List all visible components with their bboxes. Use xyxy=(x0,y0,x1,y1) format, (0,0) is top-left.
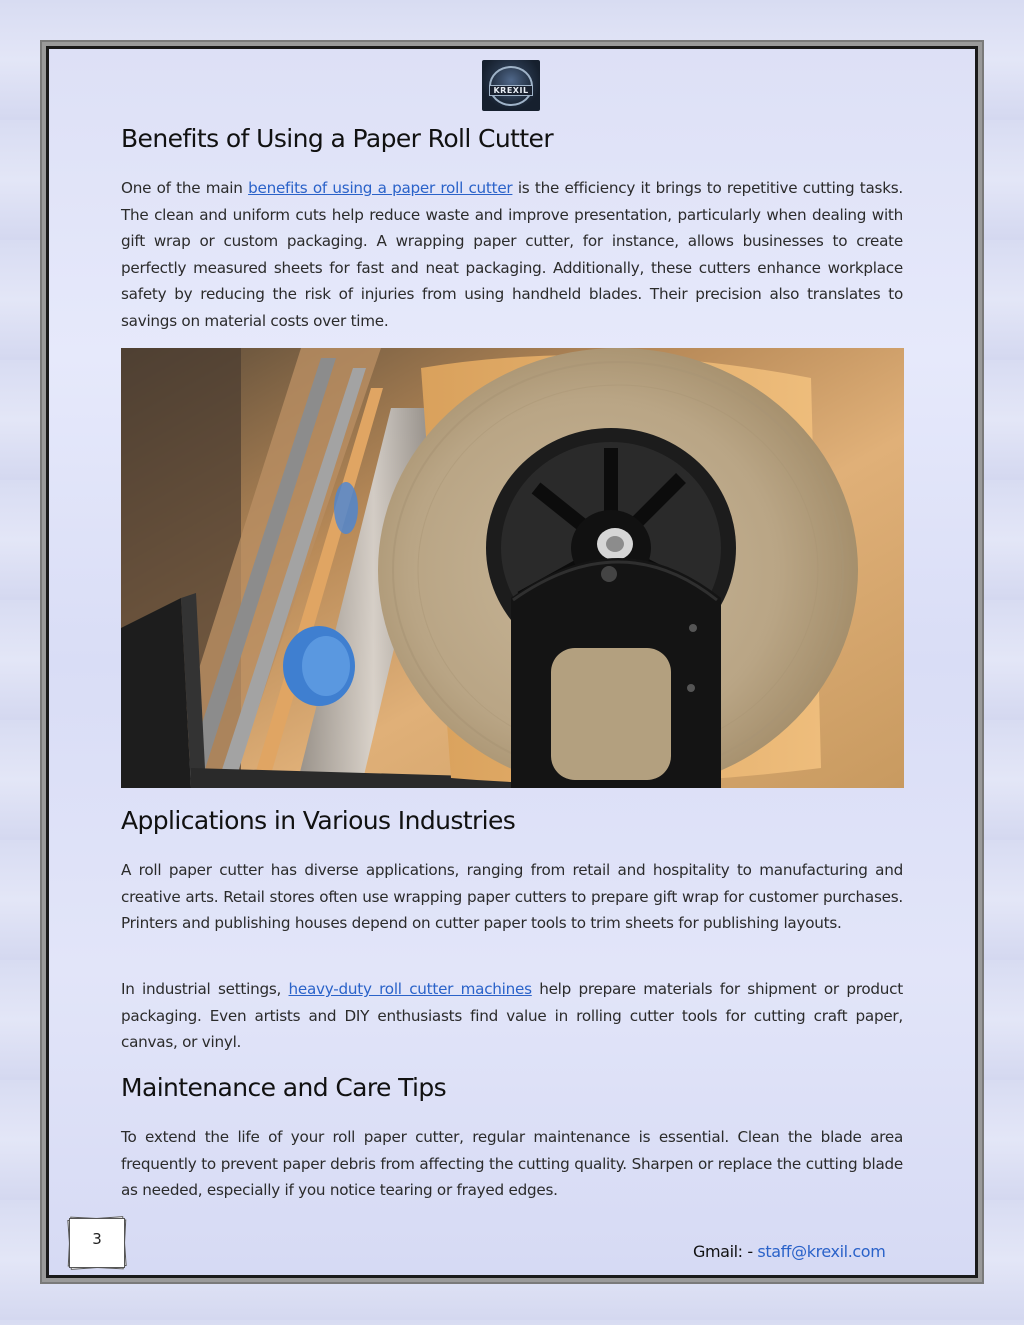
contact-label: Gmail: - xyxy=(693,1242,758,1261)
paper-roll-illustration xyxy=(121,348,904,788)
contact-email[interactable]: staff@krexil.com xyxy=(757,1242,886,1261)
maintenance-paragraph: To extend the life of your roll paper cutter, regular maintenance is essential. Clean the blade area frequently to prevent paper debris from affecting the cutting quality. Sharpen or replace the cutting blade as needed, especially if you notice tearing or frayed edges. xyxy=(121,1128,903,1200)
benefits-text-start: One of the main xyxy=(121,179,249,197)
benefits-paragraph xyxy=(121,175,903,335)
krexil-logo xyxy=(482,60,540,111)
paper-roll-cutter-photo xyxy=(121,348,904,788)
benefits-link[interactable]: benefits of using a paper roll cutter xyxy=(248,179,513,197)
logo-badge xyxy=(489,66,533,106)
footer-contact xyxy=(693,1242,885,1261)
applications-paragraph-2 xyxy=(121,976,903,1056)
maintenance-heading: Maintenance and Care Tips xyxy=(121,1073,447,1102)
page-number: 3 xyxy=(69,1218,125,1268)
benefits-text-end: is the efficiency it brings to repetitive cutting tasks. The clean and uniform cuts help reduce waste and improve presentation, particularly when dealing with gift wrap or custom packaging. A wrapping paper cutter, for instance, allows businesses to create perfectly measured sheets for fast and neat packaging. Additionally, these cutters enhance workplace safety by reducing the risk of injuries from using handheld blades. Their precision also translates to savings on material costs over time. xyxy=(121,179,903,330)
applications-paragraph-1: A roll paper cutter has diverse applications, ranging from retail and hospitality to manufacturing and creative arts. Retail stores often use wrapping paper cutters to prepare gift wrap for customer purchases. Printers and publishing houses depend on cutter paper tools to trim sheets for publishing layouts. xyxy=(121,861,903,933)
applications-link[interactable]: heavy-duty roll cutter machines xyxy=(288,980,532,998)
logo-text: KREXIL xyxy=(489,85,532,96)
benefits-heading: Benefits of Using a Paper Roll Cutter xyxy=(121,124,554,153)
applications-heading: Applications in Various Industries xyxy=(121,806,516,835)
applications-text-end: help prepare materials for shipment or product packaging. Even artists and DIY enthusiasts find value in rolling cutter tools for cutting craft paper, canvas, or vinyl. xyxy=(121,980,903,1052)
page-number-badge xyxy=(66,1216,128,1270)
applications-text-start: In industrial settings, xyxy=(121,980,289,998)
